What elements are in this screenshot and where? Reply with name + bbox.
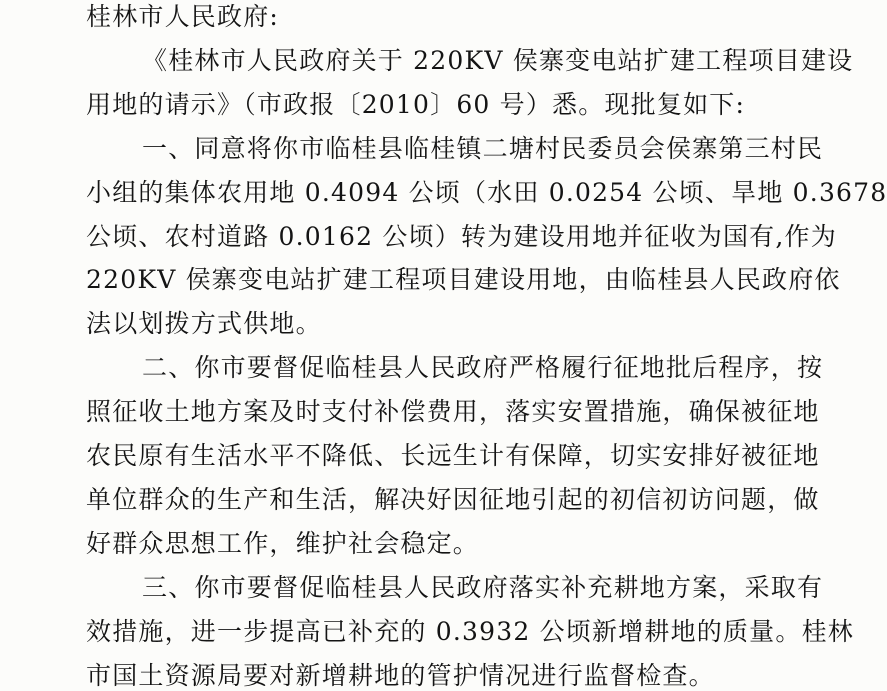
text-line: 农民原有生活水平不降低、长远生计有保障，切实安排好被征地 xyxy=(86,441,820,470)
text-line: 三、你市要督促临桂县人民政府落实补充耕地方案，采取有 xyxy=(142,573,824,602)
text-line: 好群众思想工作，维护社会稳定。 xyxy=(86,529,480,558)
text-line: 照征收土地方案及时支付补偿费用，落实安置措施，确保被征地 xyxy=(86,397,820,426)
text-line: 《桂林市人民政府关于 220KV 侯寨变电站扩建工程项目建设 xyxy=(142,46,854,75)
text-line: 一、同意将你市临桂县临桂镇二塘村民委员会侯寨第三村民 xyxy=(142,134,824,163)
text-line: 小组的集体农用地 0.4094 公顷（水田 0.0254 公顷、旱地 0.3678 xyxy=(86,178,887,207)
text-line: 二、你市要督促临桂县人民政府严格履行征地批后程序，按 xyxy=(142,353,824,382)
text-line: 单位群众的生产和生活，解决好因征地引起的初信初访问题，做 xyxy=(86,485,820,514)
text-line: 220KV 侯寨变电站扩建工程项目建设用地，由临桂县人民政府依 xyxy=(86,265,841,294)
salutation: 桂林市人民政府: xyxy=(86,2,280,31)
text-line: 用地的请示》（市政报〔2010〕60 号）悉。现批复如下: xyxy=(86,90,746,119)
text-line: 公顷、农村道路 0.0162 公顷）转为建设用地并征收为国有,作为 xyxy=(86,222,837,251)
text-line: 效措施，进一步提高已补充的 0.3932 公顷新增耕地的质量。桂林 xyxy=(86,617,854,646)
text-line: 市国土资源局要对新增耕地的管护情况进行监督检查。 xyxy=(86,661,715,690)
text-line: 法以划拨方式供地。 xyxy=(86,309,322,338)
